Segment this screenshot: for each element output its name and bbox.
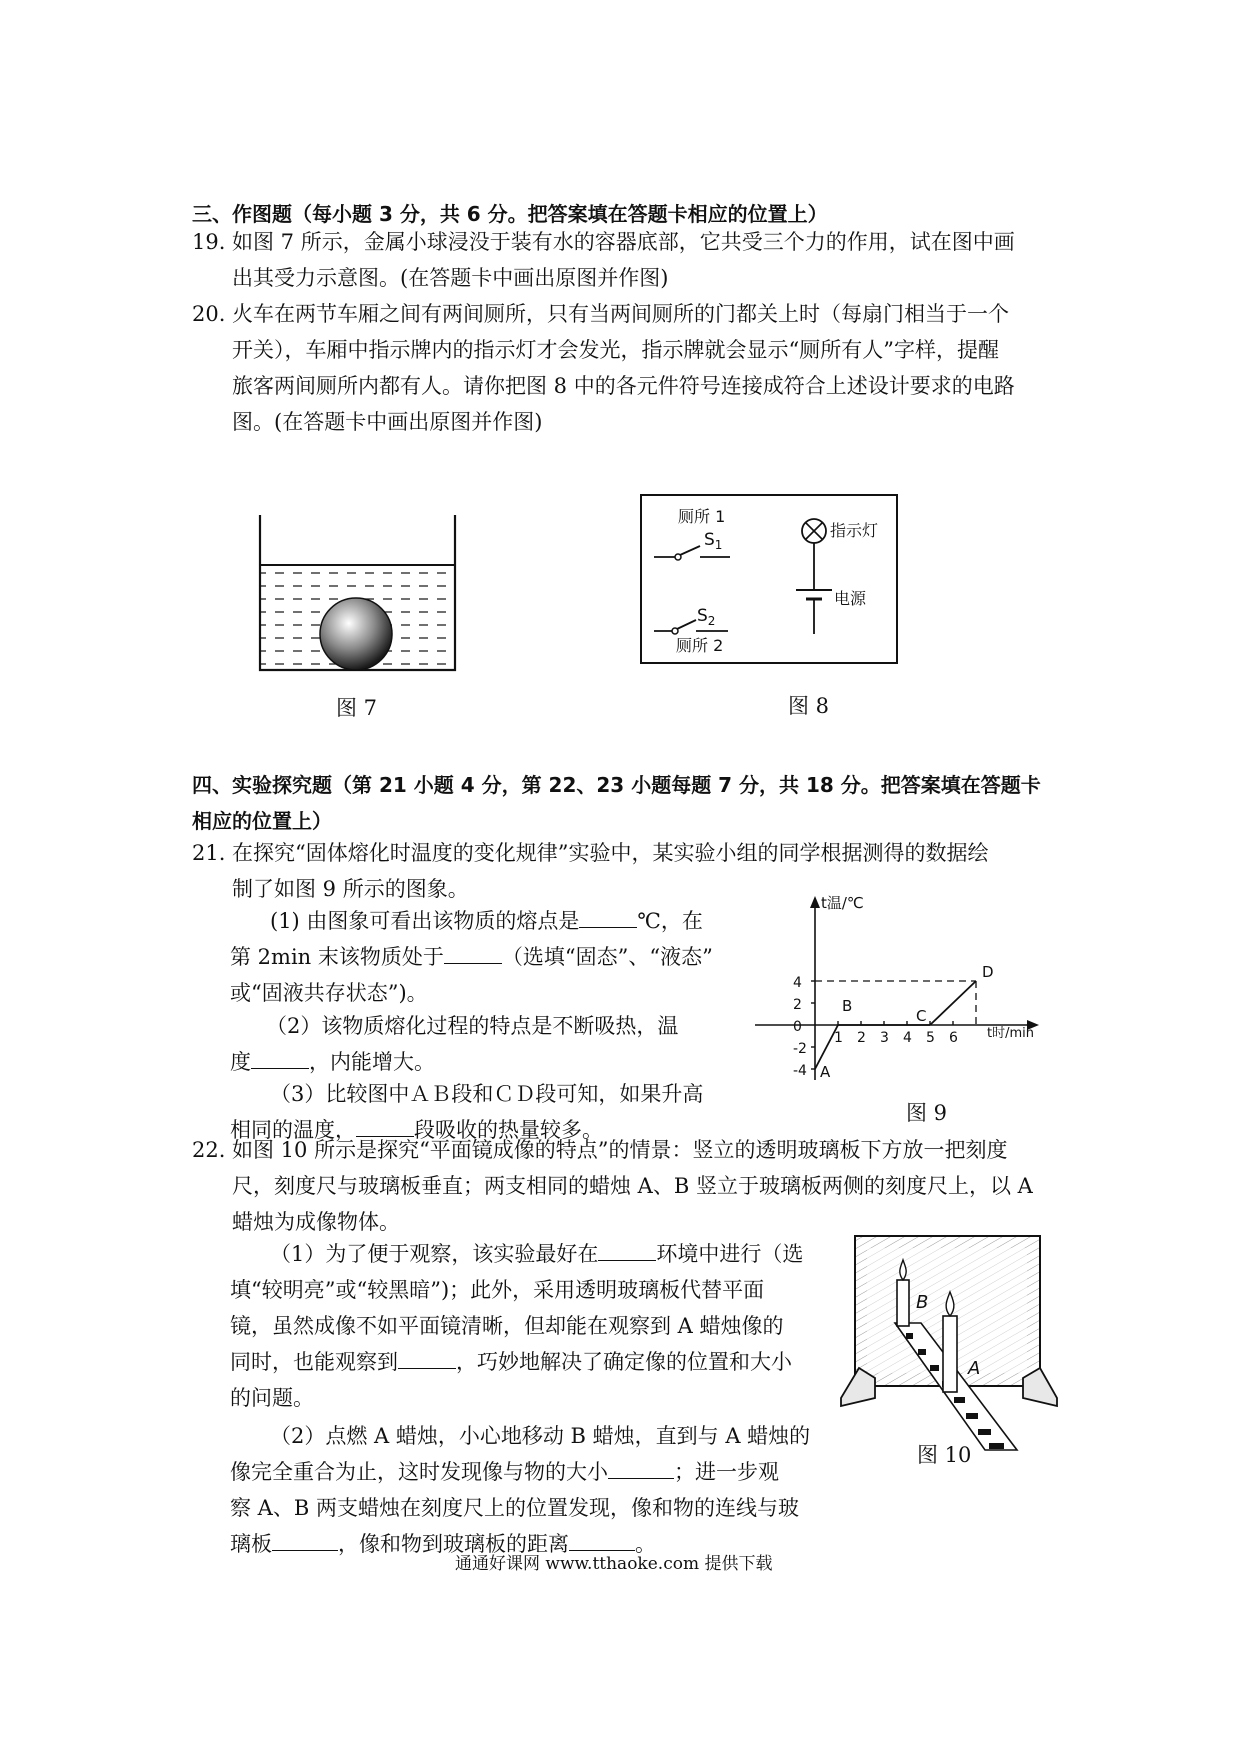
text: ℃，在: [637, 909, 703, 933]
point-label-c: C: [916, 1007, 927, 1025]
x-tick-label: 2: [857, 1030, 866, 1046]
text: ；进一步观: [674, 1460, 779, 1484]
answer-blank[interactable]: [598, 1238, 656, 1261]
x-tick-label: 3: [880, 1030, 889, 1046]
text: ，巧妙地解决了确定像的位置和大小: [456, 1350, 792, 1374]
wc2-label: 厕所 2: [676, 636, 724, 655]
question-text-line: 图。(在答题卡中画出原图并作图): [232, 410, 543, 434]
text: 环境中进行（选: [656, 1242, 804, 1266]
figure-7-container-diagram: [255, 515, 460, 675]
text: （3）比较图中ＡＢ段和ＣＤ段可知，如果升高: [270, 1082, 704, 1106]
text: 度: [230, 1050, 251, 1074]
page-footer: 通通好课网 www.tthaoke.com 提供下载: [455, 1554, 773, 1574]
figure-10-mirror-experiment: [835, 1228, 1060, 1453]
question-text-line: 制了如图 9 所示的图象。: [232, 877, 469, 901]
question-text-line: 尺，刻度尺与玻璃板垂直；两支相同的蜡烛 A、B 竖立于玻璃板两侧的刻度尺上，以 A: [232, 1174, 1033, 1198]
text: 璃板: [230, 1532, 272, 1556]
figure-8-circuit-components: [640, 494, 900, 666]
lamp-label: 指示灯: [830, 521, 879, 540]
label-b: B: [916, 1292, 929, 1313]
y-tick-label: 4: [793, 975, 802, 991]
section-4-title-line: 相应的位置上）: [192, 809, 332, 833]
question-text-line: 旅客两间厕所内都有人。请你把图 8 中的各元件符号连接成符合上述设计要求的电路: [232, 374, 1015, 398]
q22-part-1: [230, 1236, 820, 1416]
y-tick-label: 2: [793, 997, 802, 1013]
answer-blank[interactable]: [579, 905, 637, 928]
section-3-heading: 三、作图题（每小题 3 分，共 6 分。把答案填在答题卡相应的位置上）: [192, 202, 828, 226]
y-tick-label: 0: [793, 1019, 802, 1035]
text: （2）点燃 A 蜡烛，小心地移动 B 蜡烛，直到与 A 蜡烛的: [270, 1424, 811, 1448]
question-number: 22.: [192, 1138, 226, 1162]
question-text-line: 出其受力示意图。(在答题卡中画出原图并作图): [232, 266, 669, 290]
answer-blank[interactable]: [608, 1456, 674, 1479]
y-tick-label: -2: [793, 1041, 807, 1057]
text: 像完全重合为止，这时发现像与物的大小: [230, 1460, 608, 1484]
figure-8-caption: 图 8: [788, 694, 830, 718]
candle-b: [897, 1280, 909, 1326]
x-tick-label: 1: [834, 1030, 843, 1046]
question-text-line: 如图 10 所示是探究“平面镜成像的特点”的情景：竖立的透明玻璃板下方放一把刻度: [232, 1138, 1008, 1162]
question-number: 21.: [192, 841, 226, 865]
question-22: [192, 1132, 1072, 1240]
section-4-title-line: 四、实验探究题（第 21 小题 4 分，第 22、23 小题每题 7 分，共 18 分。把答案填在答题卡: [192, 773, 1041, 797]
x-tick-label: 6: [949, 1030, 958, 1046]
text: （2）该物质熔化过程的特点是不断吸热，温: [266, 1014, 679, 1038]
power-label: 电源: [834, 589, 867, 608]
text: 段吸收的热量较多。: [414, 1118, 603, 1142]
point-label-b: B: [842, 997, 853, 1015]
y-axis-arrow: [810, 896, 820, 908]
figure-7-caption: 图 7: [336, 696, 378, 720]
question-text-line: 在探究“固体熔化时温度的变化规律”实验中，某实验小组的同学根据测得的数据绘: [232, 841, 989, 865]
question-text-line: 蜡烛为成像物体。: [232, 1210, 400, 1234]
segment-cd: [930, 981, 976, 1025]
answer-blank[interactable]: [398, 1346, 456, 1369]
text: 。: [635, 1532, 656, 1556]
text: 的问题。: [230, 1386, 314, 1410]
figure-9-temperature-chart: [755, 890, 1065, 1090]
text: ，像和物到玻璃板的距离: [338, 1532, 569, 1556]
section-4-heading: [192, 767, 1072, 839]
q21-part-2: [230, 1008, 750, 1080]
text: 相同的温度，: [230, 1118, 356, 1142]
text: 或“固液共存状态”)。: [230, 981, 428, 1005]
text: （1）为了便于观察，该实验最好在: [270, 1242, 599, 1266]
s1-label: $S_1$: [704, 530, 723, 552]
q21-part-1: [230, 903, 750, 1011]
text: 第 2min 末该物质处于: [230, 945, 444, 969]
metal-ball: [320, 598, 392, 670]
figure-9-caption: 图 9: [906, 1101, 948, 1125]
question-text-line: 开关），车厢中指示牌内的指示灯才会发光，指示牌就会显示“厕所有人”字样，提醒: [232, 338, 999, 362]
point-label-d: D: [982, 963, 994, 981]
question-number: 19.: [192, 230, 226, 254]
answer-blank[interactable]: [272, 1528, 338, 1551]
figure-10-caption: 图 10: [917, 1443, 972, 1467]
y-axis-label: t温/℃: [821, 894, 864, 912]
question-text-line: 如图 7 所示，金属小球浸没于装有水的容器底部，它共受三个力的作用，试在图中画: [232, 230, 1015, 254]
text: ，内能增大。: [309, 1050, 435, 1074]
text: 填“较明亮”或“较黑暗”)；此外，采用透明玻璃板代替平面: [230, 1278, 765, 1302]
wc1-label: 厕所 1: [678, 507, 726, 526]
question-text-line: 火车在两节车厢之间有两间厕所，只有当两间厕所的门都关上时（每扇门相当于一个: [232, 302, 1009, 326]
question-number: 20.: [192, 302, 226, 326]
q22-part-2: [230, 1418, 820, 1562]
x-axis-label: t时/min: [987, 1026, 1034, 1041]
question-19: [192, 224, 1072, 296]
answer-blank[interactable]: [444, 941, 502, 964]
answer-blank[interactable]: [251, 1046, 309, 1069]
s2-label: $S_2$: [697, 606, 716, 628]
text: (1) 由图象可看出该物质的熔点是: [270, 909, 580, 933]
point-label-a: A: [820, 1063, 831, 1081]
x-tick-label: 5: [926, 1030, 935, 1046]
candle-a: [943, 1316, 957, 1392]
x-tick-label: 4: [903, 1030, 912, 1046]
text: 察 A、B 两支蜡烛在刻度尺上的位置发现，像和物的连线与玻: [230, 1496, 799, 1520]
y-tick-label: -4: [793, 1063, 807, 1079]
label-a: A: [968, 1358, 981, 1379]
text: 镜，虽然成像不如平面镜清晰，但却能在观察到 A 蜡烛像的: [230, 1314, 784, 1338]
text: 同时，也能观察到: [230, 1350, 398, 1374]
question-20: [192, 296, 1072, 440]
text: （选填“固态”、“液态”: [501, 945, 713, 969]
